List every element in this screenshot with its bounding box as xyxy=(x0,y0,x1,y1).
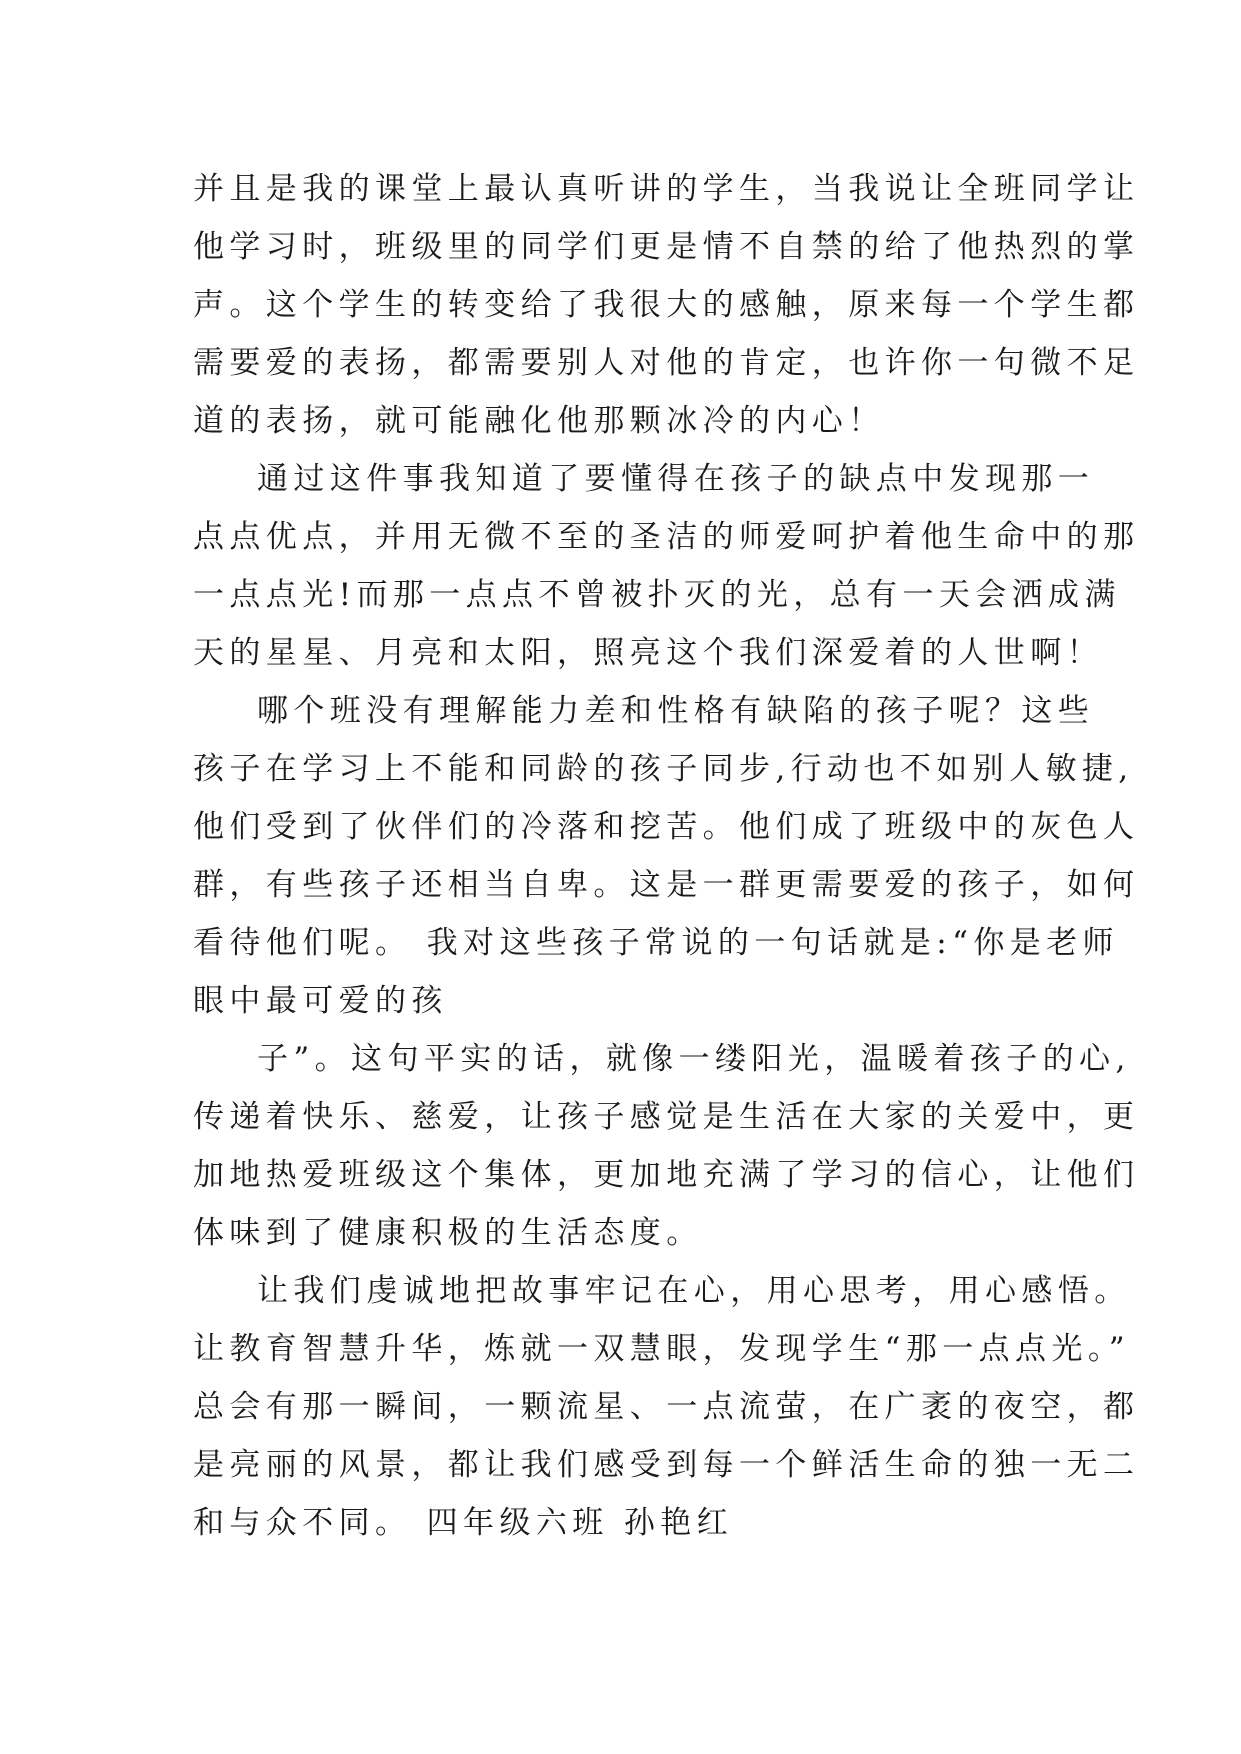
paragraph-first-line: 让我们虔诚地把故事牢记在心，用心思考，用心感悟。 xyxy=(257,1273,1131,1309)
text-line: 一点点光!而那一点点不曾被扑灭的光，总有一天会洒成满 xyxy=(193,577,1121,613)
text-line: 并且是我的课堂上最认真听讲的学生，当我说让全班同学让 xyxy=(193,171,1140,207)
text-line: 眼中最可爱的孩 xyxy=(193,983,448,1019)
body-text xyxy=(193,160,1140,1552)
text-line: 他学习时，班级里的同学们更是情不自禁的给了他热烈的掌 xyxy=(193,229,1140,265)
text-line: 需要爱的表扬，都需要别人对他的肯定，也许你一句微不足 xyxy=(193,345,1140,381)
text-line: 让教育智慧升华，炼就一双慧眼，发现学生“那一点点光。” xyxy=(193,1331,1130,1367)
signature-line: 和与众不同。 四年级六班 孙艳红 xyxy=(193,1505,734,1541)
text-line: 点点优点，并用无微不至的圣洁的师爱呵护着他生命中的那 xyxy=(193,519,1140,555)
text-line: 声。这个学生的转变给了我很大的感触，原来每一个学生都 xyxy=(193,287,1140,323)
text-line: 是亮丽的风景，都让我们感受到每一个鲜活生命的独一无二 xyxy=(193,1447,1140,1483)
text-line: 他们受到了伙伴们的冷落和挖苦。他们成了班级中的灰色人 xyxy=(193,809,1140,845)
paragraph-first-line: 哪个班没有理解能力差和性格有缺陷的孩子呢？这些 xyxy=(257,693,1095,729)
text-line: 体味到了健康积极的生活态度。 xyxy=(193,1215,703,1251)
text-line: 群，有些孩子还相当自卑。这是一群更需要爱的孩子，如何 xyxy=(193,867,1140,903)
paragraph-first-line: 通过这件事我知道了要懂得在孩子的缺点中发现那一 xyxy=(257,461,1095,497)
text-line: 孩子在学习上不能和同龄的孩子同步,行动也不如别人敏捷, xyxy=(193,751,1134,787)
text-line: 总会有那一瞬间，一颗流星、一点流萤，在广袤的夜空，都 xyxy=(193,1389,1140,1425)
paragraph-first-line: 子”。这句平实的话，就像一缕阳光，温暖着孩子的心, xyxy=(257,1041,1131,1077)
text-line: 加地热爱班级这个集体，更加地充满了学习的信心，让他们 xyxy=(193,1157,1140,1193)
text-line: 传递着快乐、慈爱，让孩子感觉是生活在大家的关爱中，更 xyxy=(193,1099,1140,1135)
text-line: 天的星星、月亮和太阳，照亮这个我们深爱着的人世啊！ xyxy=(193,635,1103,671)
text-line: 看待他们呢。 我对这些孩子常说的一句话就是:“你是老师 xyxy=(193,925,1119,961)
text-line: 道的表扬，就可能融化他那颗冰冷的内心！ xyxy=(193,403,885,439)
